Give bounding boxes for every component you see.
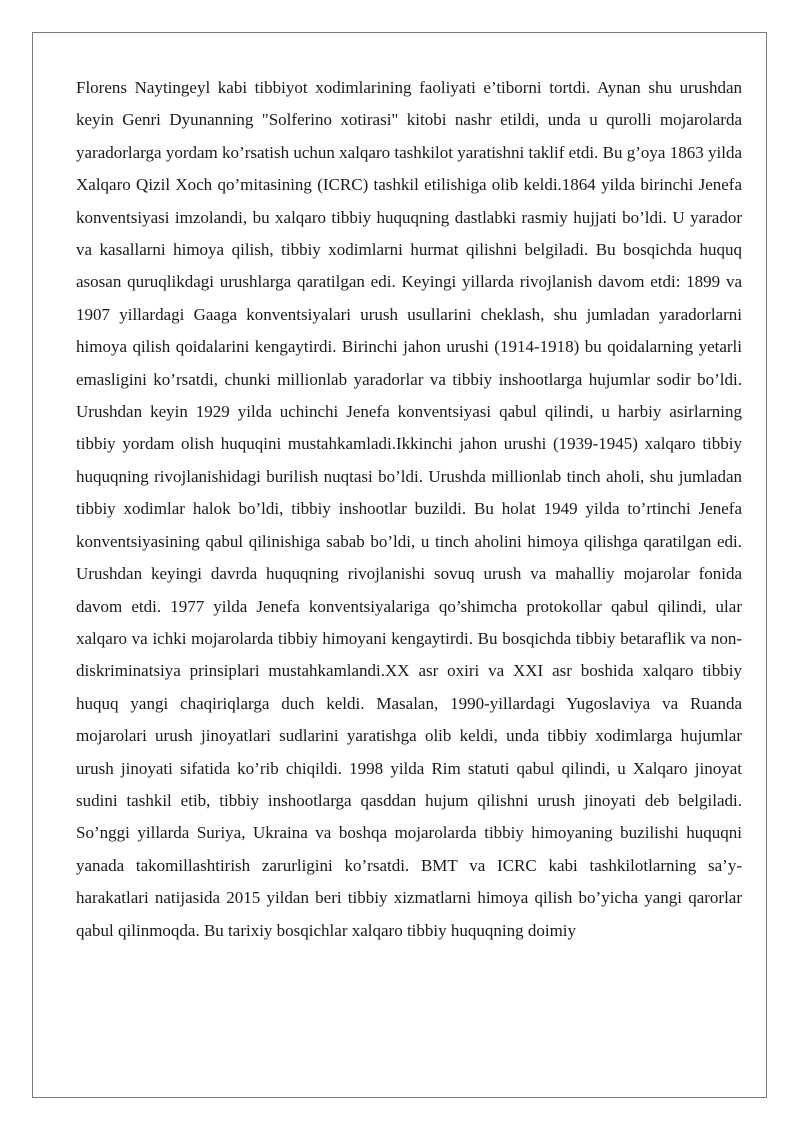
body-paragraph: Florens Naytingeyl kabi tibbiyot xodimlarining faoliyati e’tiborni tortdi. Aynan shu urushdan keyin Genri Dyunanning "Solferino xotirasi" kitobi nashr etildi, unda u qurolli mojarolarda yaradorlarga yordam ko’rsatish uchun xalqaro tashkilot yaratishni taklif etdi. Bu g’oya 1863 yilda Xalqaro Qizil Xoch qo’mitasining (ICRC) tashkil etilishiga olib keldi.1864 yilda birinchi Jenefa konventsiyasi imzolandi, bu xalqaro tibbiy huquqning dastlabki rasmiy hujjati bo’ldi. U yarador va kasallarni himoya qilish, tibbiy xodimlarni hurmat qilishni belgiladi. Bu bosqichda huquq asosan quruqlikdagi urushlarga qaratilgan edi. Keyingi yillarda rivojlanish davom etdi: 1899 va 1907 yillardagi Gaaga konventsiyalari urush usullarini cheklash, shu jumladan yaradorlarni himoya qilish qoidalarini kengaytirdi. Birinchi jahon urushi (1914-1918) bu qoidalarning yetarli emasligini ko’rsatdi, chunki millionlab yaradorlar va tibbiy inshootlarga hujumlar sodir bo’ldi. Urushdan keyin 1929 yilda uchinchi Jenefa konventsiyasi qabul qilindi, u harbiy asirlarning tibbiy yordam olish huquqini mustahkamladi.Ikkinchi jahon urushi (1939-1945) xalqaro tibbiy huquqning rivojlanishidagi burilish nuqtasi bo’ldi. Urushda millionlab tinch aholi, shu jumladan tibbiy xodimlar halok bo’ldi, tibbiy inshootlar buzildi. Bu holat 1949 yilda to’rtinchi Jenefa konventsiyasining qabul qilinishiga sabab bo’ldi, u tinch aholini himoya qilishga qaratilgan edi. Urushdan keyingi davrda huquqning rivojlanishi sovuq urush va mahalliy mojarolar fonida davom etdi. 1977 yilda Jenefa konventsiyalariga qo’shimcha protokollar qabul qilindi, ular xalqaro va ichki mojarolarda tibbiy himoyani kengaytirdi. Bu bosqichda tibbiy betaraflik va non-diskriminatsiya prinsiplari mustahkamlandi.XX asr oxiri va XXI asr boshida xalqaro tibbiy huquq yangi chaqiriqlarga duch keldi. Masalan, 1990-yillardagi Yugoslaviya va Ruanda mojarolari urush jinoyatlari sudlarini yaratishga olib keldi, unda tibbiy xodimlarga hujumlar urush jinoyati sifatida ko’rib chiqildi. 1998 yilda Rim statuti qabul qilindi, u Xalqaro jinoyat sudini tashkil etib, tibbiy inshootlarga qasddan hujum qilishni urush jinoyati deb belgiladi. So’nggi yillarda Suriya, Ukraina va boshqa mojarolarda tibbiy himoyaning buzilishi huquqni yanada takomillashtirish zarurligini ko’rsatdi. BMT va ICRC kabi tashkilotlarning sa’y-harakatlari natijasida 2015 yildan beri tibbiy xizmatlarni himoya qilish bo’yicha yangi qarorlar qabul qilinmoqda. Bu tarixiy bosqichlar xalqaro tibbiy huquqning doimiy: [76, 78, 742, 940]
